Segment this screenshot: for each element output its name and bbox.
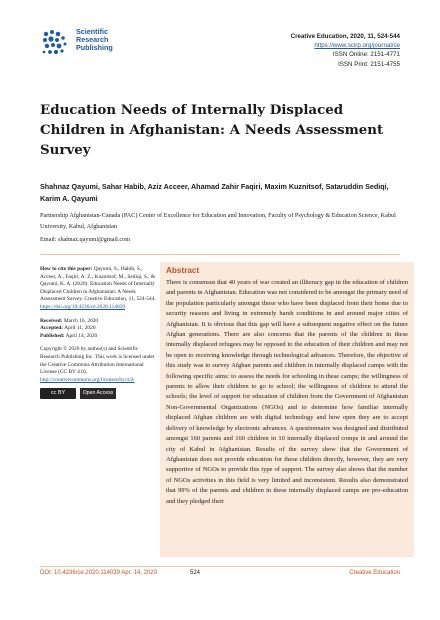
publisher-name-line-2: Research <box>76 35 109 44</box>
cite-text: Qayumi, S., Habib, S., Acceer, A., Faqiri, A. Z., Kuznitsof, M., Sediqi, S., & Qayumi, K. A. (2020). Education Needs of Internally Displaced Children in Afghanistan: A Needs Assessment Survey. Creative Education, 11, 524-544. <box>40 266 156 303</box>
section-divider <box>40 254 400 255</box>
issn-print: ISSN Print: 2151-4755 <box>338 60 400 68</box>
accepted-date: April 11, 2020 <box>64 325 96 332</box>
publisher-name <box>76 28 113 52</box>
publisher-logo <box>40 28 113 60</box>
issn-online: ISSN Online: 2151-4771 <box>332 51 400 59</box>
received-date: March 16, 2020 <box>63 317 99 324</box>
published-date-row <box>40 333 156 341</box>
journal-meta <box>291 32 400 69</box>
paper-authors: Shahnaz Qayumi, Sahar Habib, Aziz Acceer, Ahamad Zahir Faqiri, Maxim Kuznitsof, Sataruddin Sediqi, Karim A. Qayumi <box>40 182 389 203</box>
page-header <box>0 0 440 80</box>
abstract-heading: Abstract <box>166 266 200 275</box>
abstract-text: There is consensus that 40 years of war created an illiteracy gap in the education of children and parents in Afghanistan. Education was not considered to be amongst the primary need of the population particularly amongst those who have been displaced from their home due to security reasons and living in extremely harsh conditions in and around major cities of Afghanistan. It is obvious that this gap will have a subsequent negative effect on the future Afghan generations. There are also concerns that the parents of the children in these internally displaced refugees may be opposed to the education of their children and may not be open to receiving knowledge through technological advances. Therefore, the objective of this study was to survey Afghan parents and children in internally displaced camps with the following specific aims: to assess the needs for schooling in these camps; the willingness of parents to allow their children to go to school; the willingness of children to attend the schools; the level of support for education of children from the Government of Afghanistan Non-Governmental Organizations (NGOs) and to determine how familiar internally displaced Afghan children are with digital technology and how open they are to accept delivery of knowledge by electronic advances. A questionnaire was designed and distributed amongst 160 parents and 160 children in 10 internally displaced comps in and around the city of Kabul in Afghanistan. Results of the survey show that the Government of Afghanistan does not provide education for these children directly, however, they are very supportive of NGOs to provide this type of support. The survey also shows that the number of NGOs activities in this field is very limited and inconsistent. Results also demonstrated that 99% of the parents and children in these internally displaced camps are pro-education and they pledged their <box>166 279 408 505</box>
scirp-logo-icon <box>40 28 72 60</box>
publisher-name-line-1: Scientific <box>76 27 108 36</box>
license-badges <box>40 388 156 399</box>
published-label: Published: <box>40 332 65 339</box>
copyright-notice <box>40 346 156 384</box>
author-affiliation: Partnership Afghanistan-Canada (PAC) Center of Excellence for Education and Innovation, Faculty of Psychology & Education Science, Kabul University, Kabul, Afghanistan <box>40 212 396 230</box>
article-dates <box>40 318 156 341</box>
footer-journal-name: Creative Education <box>349 570 400 576</box>
open-access-badge: Open Access <box>80 388 116 399</box>
cite-label: How to cite this paper: <box>40 266 93 272</box>
footer-divider <box>40 566 400 567</box>
cc-by-badge-icon: cc BY <box>40 388 76 399</box>
page-number: 524 <box>190 570 201 576</box>
received-label: Received: <box>40 317 63 324</box>
author-email: Email: shahnaz.qayumi@gmail.com <box>40 236 131 243</box>
journal-citation: Creative Education, 2020, 11, 524-544 <box>290 33 400 40</box>
citation-block <box>40 266 156 312</box>
copyright-text: Copyright © 2020 by author(s) and Scientific Research Publishing Inc. This work is licensed under the Creative Commons Attribution International License (CC BY 4.0). <box>40 346 155 376</box>
license-link[interactable]: http://creativecommons.org/licenses/by/4.0/ <box>40 376 135 383</box>
journal-url-link[interactable]: https://www.scirp.org/journal/ce <box>314 42 400 50</box>
published-date: April 14, 2020 <box>65 332 98 339</box>
cite-doi-link[interactable]: https://doi.org/10.4236/ce.2020.114039 <box>40 303 126 310</box>
accepted-date-row <box>40 325 156 333</box>
abstract-box <box>160 262 414 557</box>
accepted-label: Accepted: <box>40 325 64 332</box>
article-info-sidebar <box>40 266 156 399</box>
footer-doi: DOI: 10.4236/ce.2020.114039 Apr. 14, 2020 <box>40 570 157 576</box>
paper-title: Education Needs of Internally Displaced Children in Afghanistan: A Needs Assessment Survey <box>40 102 384 158</box>
received-date-row <box>40 318 156 326</box>
publisher-name-line-3: Publishing <box>76 43 113 52</box>
